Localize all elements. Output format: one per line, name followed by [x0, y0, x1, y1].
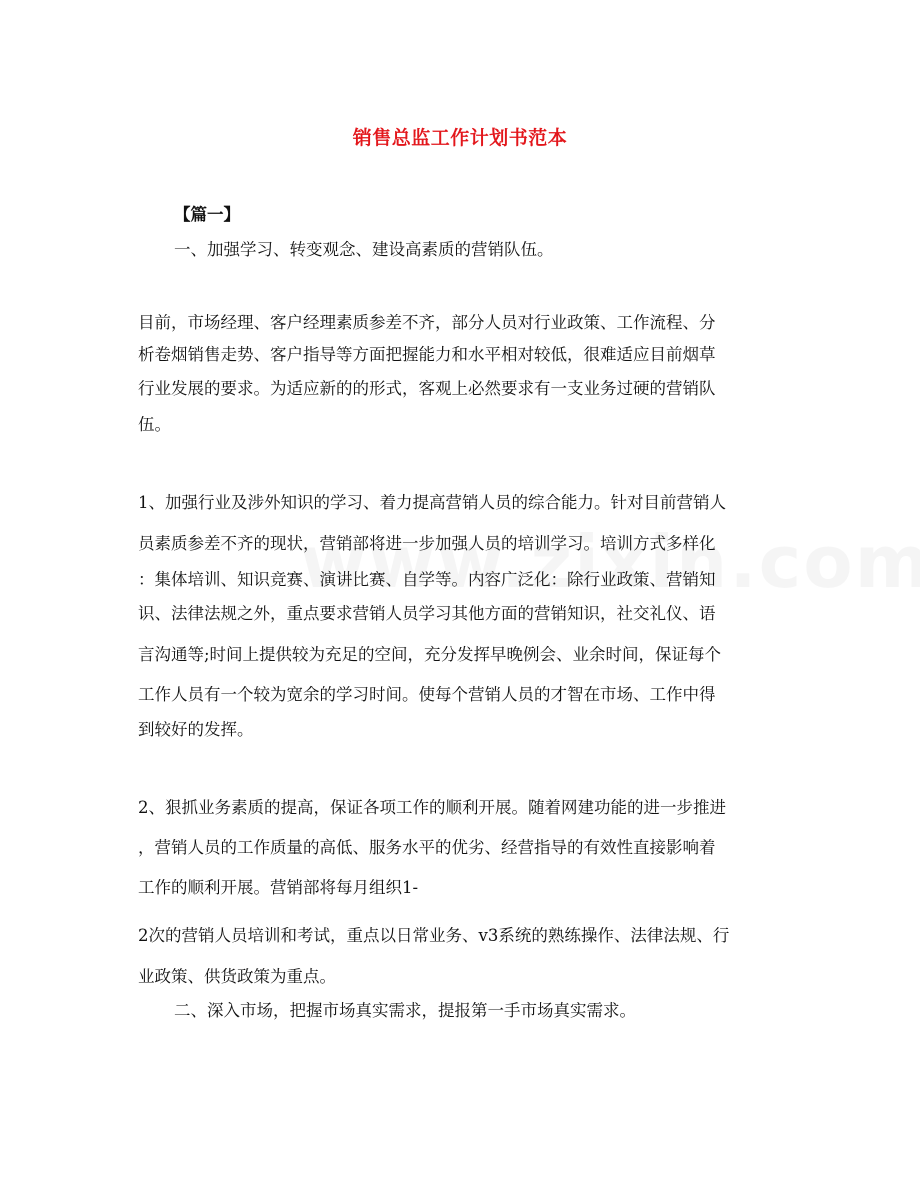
- paragraph-line: 工作人员有一个较为宽余的学习时间。使每个营销人员的才智在市场、工作中得: [138, 685, 716, 704]
- paragraph-line: 行业发展的要求。为适应新的的形式，客观上必然要求有一支业务过硬的营销队: [138, 379, 716, 398]
- paragraph-line: 到较好的发挥。: [138, 720, 254, 739]
- paragraph-line: 业政策、供货政策为重点。: [138, 967, 336, 986]
- paragraph-line: 识、法律法规之外，重点要求营销人员学习其他方面的营销知识，社交礼仪、语: [138, 604, 716, 623]
- paragraph-line: 言沟通等;时间上提供较为充足的空间，充分发挥早晚例会、业余时间，保证每个: [138, 645, 722, 664]
- paragraph-line: 2次的营销人员培训和考试，重点以日常业务、v3系统的熟练操作、法律法规、行: [138, 926, 730, 945]
- paragraph-line: 一、加强学习、转变观念、建设高素质的营销队伍。: [174, 240, 554, 259]
- paragraph-line: ，营销人员的工作质量的高低、服务水平的优劣、经营指导的有效性直接影响着: [138, 838, 716, 857]
- paragraph-line: 员素质参差不齐的现状，营销部将进一步加强人员的培训学习。培训方式多样化: [138, 534, 716, 553]
- paragraph-line: 1、加强行业及涉外知识的学习、着力提高营销人员的综合能力。针对目前营销人: [138, 493, 726, 512]
- paragraph-line: 目前，市场经理、客户经理素质参差不齐，部分人员对行业政策、工作流程、分: [138, 313, 716, 332]
- section-label: 【篇一】: [174, 205, 240, 224]
- paragraph-line: 伍。: [138, 415, 171, 434]
- paragraph-line: 2、狠抓业务素质的提高，保证各项工作的顺利开展。随着网建功能的进一步推进: [138, 798, 726, 817]
- paragraph-line: 析卷烟销售走势、客户指导等方面把握能力和水平相对较低，很难适应目前烟草: [138, 345, 716, 364]
- document-title: 销售总监工作计划书范本: [352, 127, 568, 149]
- paragraph-line: 工作的顺利开展。营销部将每月组织1-: [138, 878, 419, 897]
- paragraph-line: 二、深入市场，把握市场真实需求，提报第一手市场真实需求。: [174, 1001, 636, 1020]
- paragraph-line: ：集体培训、知识竞赛、演讲比赛、自学等。内容广泛化：除行业政策、营销知: [138, 570, 716, 589]
